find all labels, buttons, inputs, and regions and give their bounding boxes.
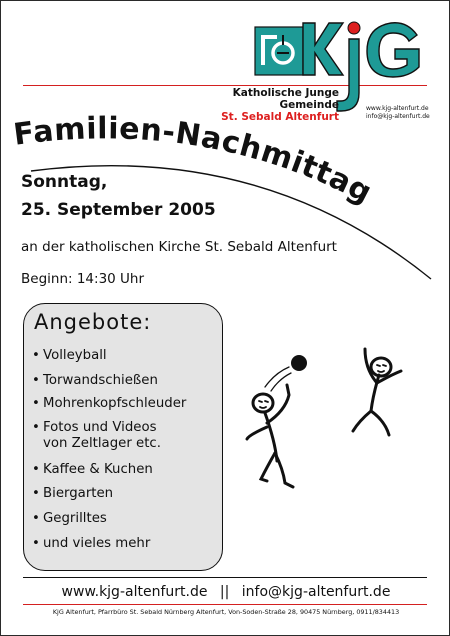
player-head-icon	[253, 394, 273, 412]
bullet-icon: •	[32, 486, 40, 501]
footer-links	[1, 584, 450, 600]
footer-website-link[interactable]: www.kjg-altenfurt.de	[61, 584, 208, 600]
player-head-icon	[371, 358, 391, 376]
event-date: 25. September 2005	[21, 200, 216, 220]
offer-item: • Gegrilltes	[32, 511, 107, 526]
event-title-text	[12, 111, 378, 210]
org-name-line2: Gemeinde	[279, 99, 339, 111]
footer-rule-red	[23, 604, 427, 605]
bullet-icon: •	[32, 536, 40, 551]
bullet-icon: •	[32, 462, 40, 477]
logo-email[interactable]: info@kjg-altenfurt.de	[366, 113, 430, 120]
event-title-path: Familien-Nachmittag	[11, 111, 378, 211]
offer-item: • Torwandschießen	[32, 373, 158, 388]
bullet-icon: •	[32, 420, 40, 435]
org-name-line1: Katholische Junge	[232, 87, 339, 99]
logo-website[interactable]: www.kjg-altenfurt.de	[366, 105, 429, 112]
event-weekday: Sonntag,	[21, 172, 108, 192]
ball-icon	[291, 355, 307, 371]
offer-item: • Kaffee & Kuchen	[32, 462, 153, 477]
offer-item-continued: von Zeltlager etc.	[43, 436, 161, 451]
offers-heading: Angebote:	[34, 310, 152, 334]
offers-box	[23, 303, 223, 571]
offer-item: • Biergarten	[32, 486, 114, 501]
event-location: an der katholischen Kirche St. Sebald Altenfurt	[21, 239, 337, 255]
bullet-icon: •	[32, 396, 40, 411]
volleyball-players-illustration	[231, 331, 431, 511]
bullet-icon: •	[32, 348, 40, 363]
footer-address: KjG Altenfurt, Pfarrbüro St. Sebald Nürnberg Altenfurt, Von-Soden-Straße 28, 90475 Nürnberg, 0911/834413	[52, 608, 400, 616]
offer-item: • Mohrenkopfschleuder	[32, 396, 187, 411]
offer-item: • Volleyball	[32, 348, 107, 363]
footer-separator: ||	[219, 584, 230, 600]
org-name-line3: St. Sebald Altenfurt	[221, 111, 339, 123]
bullet-icon: •	[32, 373, 40, 388]
footer-rule-top	[23, 577, 427, 578]
offer-item: • Fotos und Videos von Zeltlager etc.	[32, 420, 161, 451]
event-start-time: Beginn: 14:30 Uhr	[21, 271, 145, 287]
offer-item: • und vieles mehr	[32, 536, 151, 551]
bullet-icon: •	[32, 511, 40, 526]
footer-email-link[interactable]: info@kjg-altenfurt.de	[241, 584, 391, 600]
